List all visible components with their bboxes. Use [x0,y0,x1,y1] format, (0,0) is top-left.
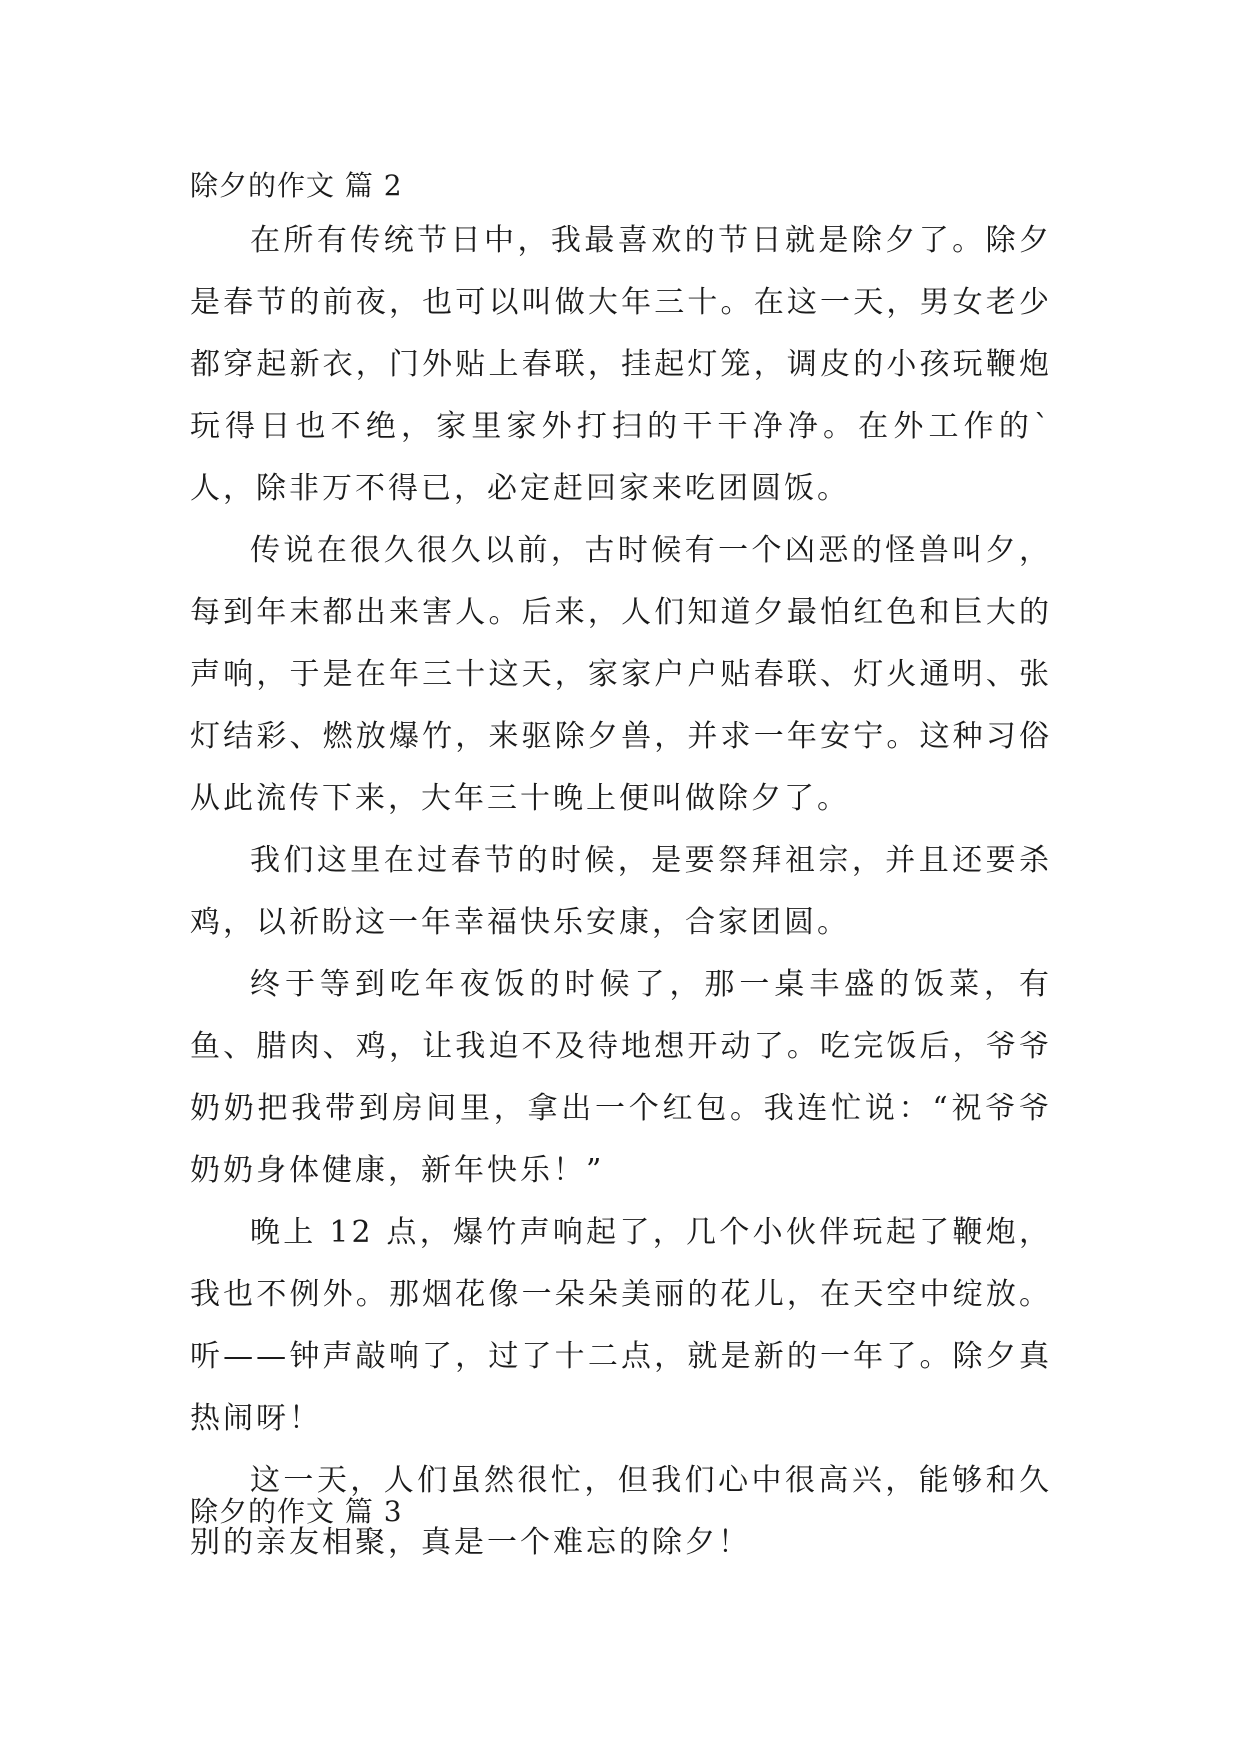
essay-body [190,210,1052,1574]
paragraph-1: 在所有传统节日中，我最喜欢的节日就是除夕了。除夕是春节的前夜，也可以叫做大年三十。在这一天，男女老少都穿起新衣，门外贴上春联，挂起灯笼，调皮的小孩玩鞭炮玩得日也不绝，家里家外打扫的干干净净。在外工作的`人，除非万不得已，必定赶回家来吃团圆饭。 [190,223,1052,506]
paragraph-5: 晚上 12 点，爆竹声响起了，几个小伙伴玩起了鞭炮，我也不例外。那烟花像一朵朵美丽的花儿，在天空中绽放。听——钟声敲响了，过了十二点，就是新的一年了。除夕真热闹呀！ [190,1215,1052,1436]
paragraph-6: 这一天，人们虽然很忙，但我们心中很高兴，能够和久别的亲友相聚，真是一个难忘的除夕！ [190,1463,1052,1560]
paragraph-3: 我们这里在过春节的时候，是要祭拜祖宗，并且还要杀鸡，以祈盼这一年幸福快乐安康，合家团圆。 [190,843,1052,940]
section-heading: 除夕的作文 篇 2 [190,169,403,202]
paragraph-2: 传说在很久很久以前，古时候有一个凶恶的怪兽叫夕，每到年末都出来害人。后来，人们知道夕最怕红色和巨大的声响，于是在年三十这天，家家户户贴春联、灯火通明、张灯结彩、燃放爆竹，来驱除夕兽，并求一年安宁。这种习俗从此流传下来，大年三十晚上便叫做除夕了。 [190,533,1052,816]
paragraph-4: 终于等到吃年夜饭的时候了，那一桌丰盛的饭菜，有鱼、腊肉、鸡，让我迫不及待地想开动了。吃完饭后，爷爷奶奶把我带到房间里，拿出一个红包。我连忙说：“祝爷爷奶奶身体健康，新年快乐！” [190,967,1052,1188]
next-section-heading: 除夕的作文 篇 3 [190,1495,403,1528]
